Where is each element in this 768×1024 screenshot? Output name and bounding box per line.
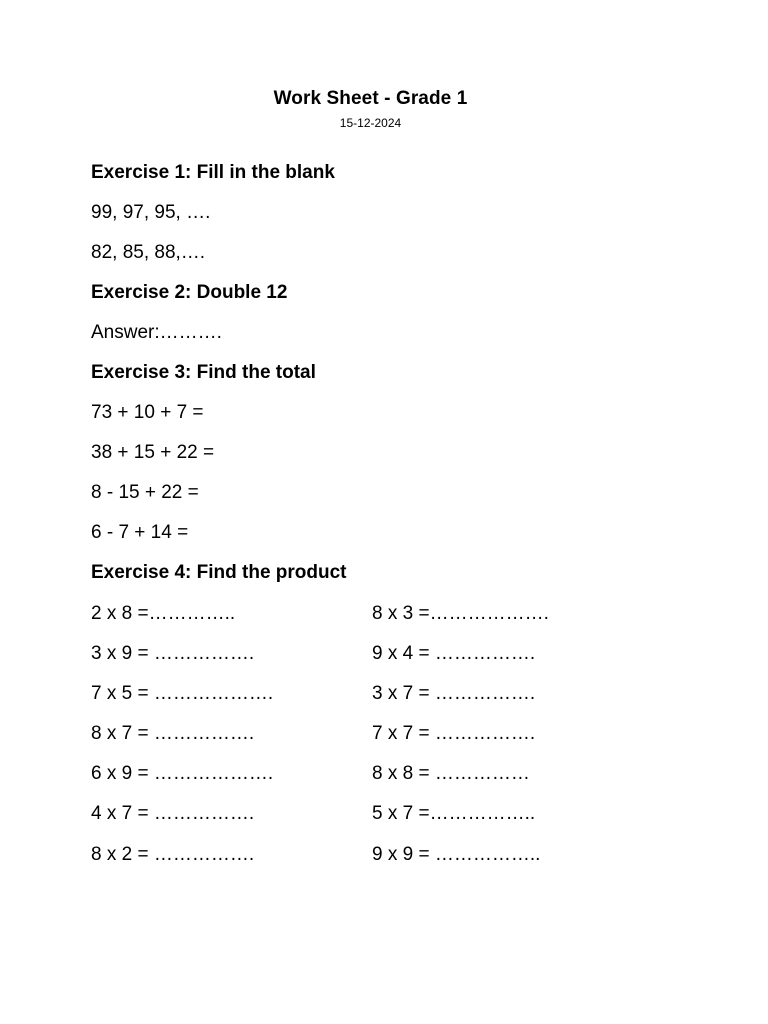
exercise-1-line: 82, 85, 88,…. — [91, 242, 206, 263]
exercise-4-right-item: 3 x 7 = ……………. — [372, 683, 536, 704]
exercise-4-right-item: 8 x 3 =………………. — [372, 603, 549, 624]
exercise-4-left-item: 3 x 9 = ……………. — [91, 643, 255, 664]
worksheet-date: 15-12-2024 — [339, 116, 402, 130]
exercise-4-right-item: 5 x 7 =…………….. — [372, 803, 536, 824]
exercise-3-line: 73 + 10 + 7 = — [91, 402, 204, 423]
exercise-4-left-item: 6 x 9 = ………………. — [91, 763, 274, 784]
exercise-4-left-item: 2 x 8 =………….. — [91, 603, 236, 624]
exercise-4-right-item: 9 x 9 = …………….. — [372, 844, 541, 865]
exercise-3-line: 6 - 7 + 14 = — [91, 522, 189, 543]
exercise-4-left-item: 8 x 7 = ……………. — [91, 723, 255, 744]
exercise-2-heading: Exercise 2: Double 12 — [91, 282, 288, 303]
exercise-4-left-item: 8 x 2 = ……………. — [91, 844, 255, 865]
exercise-3-line: 8 - 15 + 22 = — [91, 482, 199, 503]
exercise-3-heading: Exercise 3: Find the total — [91, 362, 316, 383]
exercise-4-right-item: 9 x 4 = ……………. — [372, 643, 536, 664]
exercise-4-left-item: 4 x 7 = ……………. — [91, 803, 255, 824]
exercise-1-heading: Exercise 1: Fill in the blank — [91, 162, 335, 183]
exercise-2-answer: Answer:………. — [91, 322, 222, 343]
exercise-4-left-item: 7 x 5 = ………………. — [91, 683, 274, 704]
page-title: Work Sheet - Grade 1 — [273, 88, 468, 109]
exercise-4-right-item: 8 x 8 = …………… — [372, 763, 530, 784]
exercise-1-line: 99, 97, 95, …. — [91, 202, 211, 223]
exercise-4-right-item: 7 x 7 = ……………. — [372, 723, 536, 744]
exercise-4-heading: Exercise 4: Find the product — [91, 562, 347, 583]
exercise-3-line: 38 + 15 + 22 = — [91, 442, 215, 463]
